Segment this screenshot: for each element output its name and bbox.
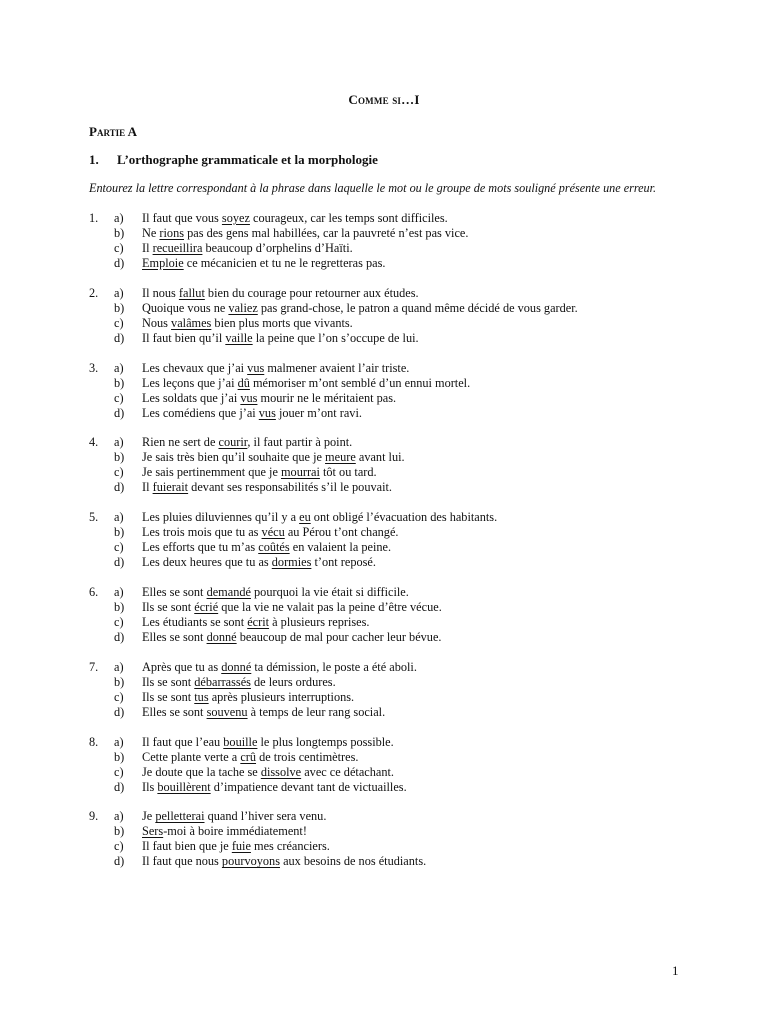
underlined-word: bouille [223, 734, 258, 749]
underlined-word: vaille [225, 330, 253, 345]
option-text [142, 391, 396, 406]
option-text-before: Je sais pertinemment que je [142, 465, 281, 480]
option-letter[interactable]: b) [114, 749, 125, 764]
option-text [142, 256, 385, 271]
option-text [142, 824, 307, 839]
option-text [142, 675, 336, 690]
underlined-word: pelletterai [155, 809, 205, 824]
option-text-after: bien plus morts que vivants. [211, 315, 353, 330]
underlined-word: dissolve [260, 764, 302, 779]
underlined-word: valâmes [171, 315, 212, 330]
question-number: 5. [89, 510, 99, 525]
option-text-before: Il [142, 480, 153, 495]
option-text-before: Quoique vous ne [142, 300, 229, 315]
question-3 [89, 361, 689, 421]
option-letter[interactable]: a) [114, 809, 124, 824]
option-text-before: Il faut que nous [142, 854, 222, 869]
option-text-before: Les deux heures que tu as [142, 555, 272, 570]
option-text-after: -moi à boire immédiatement! [163, 824, 307, 839]
option-text [142, 809, 326, 824]
option-text-after: mes créanciers. [250, 839, 330, 854]
option-text-before: Je doute que la tache se [142, 764, 261, 779]
option-text-after: au Pérou t’ont changé. [284, 525, 399, 540]
option-row [89, 854, 689, 869]
section-number: 1. [89, 152, 99, 167]
underlined-word: souvenu [206, 704, 248, 719]
underlined-word: recueillira [152, 241, 203, 255]
option-text-after: pourquoi la vie était si difficile. [250, 584, 409, 599]
option-letter[interactable]: d) [114, 256, 125, 270]
option-text [142, 765, 394, 780]
option-row [89, 391, 689, 406]
option-text [142, 540, 391, 555]
question-5 [89, 510, 689, 570]
underlined-word: Emploie [142, 256, 184, 270]
underlined-word: fallut [178, 285, 205, 300]
option-text-before: Je sais très bien qu’il souhaite que je [142, 450, 326, 465]
option-letter[interactable]: d) [114, 330, 125, 345]
option-text-before: Il faut bien qu’il [142, 330, 226, 345]
page-number: 1 [672, 963, 679, 978]
option-letter[interactable]: d) [114, 629, 125, 644]
option-text-before: Il faut que vous [142, 211, 222, 225]
question-8 [89, 735, 689, 795]
option-text-after: ta démission, le poste a été aboli. [251, 659, 417, 674]
option-text-before: Rien ne sert de [142, 435, 219, 450]
option-row [89, 765, 689, 780]
option-text [142, 406, 362, 421]
option-letter[interactable]: d) [114, 480, 125, 495]
option-text [142, 525, 398, 540]
part-title: Partie A [89, 124, 138, 139]
underlined-word: vus [247, 360, 265, 375]
option-row [89, 465, 689, 480]
underlined-word: fuierait [152, 480, 189, 495]
option-letter[interactable]: c) [114, 241, 124, 255]
option-text-after: pas des gens mal habillées, car la pauvreté n’est pas vice. [184, 226, 469, 240]
option-text-before: Les comédiens que j’ai [142, 405, 259, 420]
option-text-before: Les soldats que j’ai [142, 390, 241, 405]
option-text-after: mémoriser m’ont semblé d’un ennui mortel. [249, 375, 471, 390]
option-letter[interactable]: d) [114, 405, 125, 420]
underlined-word: vécu [261, 525, 285, 540]
underlined-word: courir [218, 435, 248, 450]
underlined-word: pourvoyons [221, 854, 280, 869]
option-letter[interactable]: c) [114, 390, 124, 405]
option-text [142, 735, 394, 750]
option-letter[interactable]: c) [114, 689, 124, 704]
option-letter[interactable]: d) [114, 854, 125, 869]
option-row [89, 435, 689, 450]
underlined-word: Sers [142, 824, 164, 839]
question-number: 7. [89, 659, 99, 674]
option-row [89, 735, 689, 750]
question-1 [89, 211, 689, 271]
option-text-before: Ils se sont [142, 674, 195, 689]
option-letter[interactable]: b) [114, 450, 125, 465]
underlined-word: coûtés [258, 540, 290, 555]
option-text-before: Les chevaux que j’ai [142, 360, 248, 375]
option-text-after: en valaient la peine. [289, 540, 392, 555]
option-letter[interactable]: a) [114, 510, 124, 525]
option-row [89, 361, 689, 376]
underlined-word: donné [206, 629, 237, 644]
option-letter[interactable]: a) [114, 360, 124, 375]
underlined-word: rions [159, 226, 185, 240]
question-4 [89, 435, 689, 495]
option-text-after: que la vie ne valait pas la peine d’être vécue. [218, 599, 442, 614]
option-letter[interactable]: b) [114, 375, 125, 390]
option-letter[interactable]: a) [114, 211, 124, 225]
option-row [89, 241, 689, 256]
option-text-after: t’ont reposé. [311, 555, 376, 570]
option-row [89, 510, 689, 525]
option-letter[interactable]: b) [114, 226, 125, 240]
option-text-after: ce mécanicien et tu ne le regretteras pas. [183, 256, 386, 270]
option-text [142, 435, 352, 450]
option-text [142, 615, 369, 630]
option-text [142, 241, 353, 256]
option-row [89, 286, 689, 301]
option-text-before: Je [142, 809, 156, 824]
option-row [89, 525, 689, 540]
option-text [142, 780, 407, 795]
option-row [89, 256, 689, 271]
option-text-before: Il faut bien que je [142, 839, 232, 854]
section-title: L’orthographe grammaticale et la morphologie [117, 152, 378, 167]
option-letter[interactable]: b) [114, 300, 125, 315]
underlined-word: écrit [247, 614, 270, 629]
option-text-after: tôt ou tard. [319, 465, 377, 480]
option-letter[interactable]: a) [114, 285, 124, 300]
question-9 [89, 809, 689, 869]
option-text-before: Ils [142, 779, 158, 794]
underlined-word: bouillèrent [157, 779, 211, 794]
option-row [89, 750, 689, 765]
option-text [142, 839, 330, 854]
option-text-before: Les efforts que tu m’as [142, 540, 259, 555]
option-row [89, 675, 689, 690]
option-text-before: Il [142, 241, 153, 255]
option-text-after: courageux, car les temps sont difficiles. [249, 211, 448, 225]
question-7 [89, 660, 689, 720]
option-text [142, 630, 441, 645]
option-text-before: Ne [142, 226, 160, 240]
underlined-word: valiez [228, 300, 258, 315]
underlined-word: vus [240, 390, 258, 405]
option-text-after: beaucoup d’orphelins d’Haïti. [202, 241, 353, 255]
underlined-word: dormies [271, 555, 312, 570]
option-row [89, 630, 689, 645]
option-text-after: après plusieurs interruptions. [208, 689, 355, 704]
option-text-after: à temps de leur rang social. [247, 704, 386, 719]
option-row [89, 480, 689, 495]
option-row [89, 660, 689, 675]
option-text [142, 286, 419, 301]
option-text [142, 450, 405, 465]
option-text-after: malmener avaient l’air triste. [264, 360, 410, 375]
option-text-before: Les leçons que j’ai [142, 375, 238, 390]
option-text-after: pas grand-chose, le patron a quand même décidé de vous garder. [257, 300, 578, 315]
option-row [89, 585, 689, 600]
option-text-after: à plusieurs reprises. [269, 614, 370, 629]
option-text-before: Cette plante verte a [142, 749, 241, 764]
option-row [89, 540, 689, 555]
underlined-word: dû [237, 375, 250, 390]
option-row [89, 211, 689, 226]
option-letter[interactable]: d) [114, 555, 125, 570]
option-letter[interactable]: b) [114, 674, 125, 689]
option-text [142, 600, 442, 615]
option-text-before: Il faut que l’eau [142, 734, 224, 749]
option-text-after: , il faut partir à point. [247, 435, 353, 450]
option-row [89, 376, 689, 391]
option-letter[interactable]: a) [114, 659, 124, 674]
option-text [142, 301, 578, 316]
question-6 [89, 585, 689, 645]
instructions: Entourez la lettre correspondant à la phrase dans laquelle le mot ou le groupe de mots souligné présente une erreur. [89, 181, 657, 195]
option-row [89, 226, 689, 241]
option-row [89, 450, 689, 465]
option-letter[interactable]: b) [114, 599, 125, 614]
question-number: 6. [89, 584, 99, 599]
option-row [89, 600, 689, 615]
option-text-after: avant lui. [355, 450, 405, 465]
option-text [142, 361, 409, 376]
option-text-after: le plus longtemps possible. [257, 734, 394, 749]
question-number: 3. [89, 360, 99, 375]
question-2 [89, 286, 689, 346]
option-text [142, 510, 497, 525]
option-text-before: Après que tu as [142, 659, 222, 674]
question-number: 1. [89, 211, 99, 225]
option-text-after: de trois centimètres. [256, 749, 359, 764]
option-text [142, 316, 353, 331]
option-letter[interactable]: c) [114, 315, 124, 330]
option-row [89, 406, 689, 421]
underlined-word: crû [240, 749, 257, 764]
option-text [142, 660, 417, 675]
option-letter[interactable]: c) [114, 540, 124, 555]
option-letter[interactable]: b) [114, 824, 125, 839]
option-row [89, 555, 689, 570]
option-text-before: Les trois mois que tu as [142, 525, 262, 540]
option-row [89, 301, 689, 316]
underlined-word: meure [325, 450, 356, 465]
question-number: 8. [89, 734, 99, 749]
option-text [142, 331, 419, 346]
underlined-word: débarrassés [194, 674, 251, 689]
option-text [142, 465, 377, 480]
option-letter[interactable]: c) [114, 614, 124, 629]
option-letter[interactable]: a) [114, 435, 124, 450]
option-text-after: de leurs ordures. [250, 674, 336, 689]
question-number: 2. [89, 285, 99, 300]
section-heading [89, 152, 378, 168]
option-row [89, 780, 689, 795]
option-text-after: beaucoup de mal pour cacher leur bévue. [236, 629, 442, 644]
option-text-before: Les étudiants se sont [142, 614, 248, 629]
option-text-after: bien du courage pour retourner aux études. [204, 285, 419, 300]
option-text-before: Ils se sont [142, 599, 195, 614]
underlined-word: demandé [206, 584, 251, 599]
option-text [142, 226, 468, 241]
underlined-word: mourrai [280, 465, 320, 480]
option-letter[interactable]: c) [114, 465, 124, 480]
question-number: 9. [89, 809, 99, 824]
option-row [89, 331, 689, 346]
option-text-after: jouer m’ont ravi. [275, 405, 362, 420]
underlined-word: eu [299, 510, 311, 525]
option-text [142, 211, 448, 226]
option-text-before: Nous [142, 315, 172, 330]
option-row [89, 809, 689, 824]
option-text-before: Ils se sont [142, 689, 195, 704]
option-text-after: aux besoins de nos étudiants. [280, 854, 427, 869]
option-letter[interactable]: a) [114, 584, 124, 599]
underlined-word: soyez [221, 211, 250, 225]
option-text [142, 705, 385, 720]
option-text-before: Elles se sont [142, 704, 207, 719]
option-text-after: mourir ne le méritaient pas. [257, 390, 397, 405]
option-text [142, 690, 354, 705]
underlined-word: fuie [231, 839, 251, 854]
option-text [142, 854, 426, 869]
underlined-word: donné [221, 659, 252, 674]
option-text [142, 750, 358, 765]
option-text-after: la peine que l’on s’occupe de lui. [252, 330, 419, 345]
option-row [89, 705, 689, 720]
question-number: 4. [89, 435, 99, 450]
question-list [89, 211, 689, 884]
option-text-after: ont obligé l’évacuation des habitants. [310, 510, 498, 525]
option-text [142, 585, 409, 600]
option-text [142, 376, 470, 391]
option-text-before: Elles se sont [142, 629, 207, 644]
underlined-word: écrié [194, 599, 219, 614]
option-letter[interactable]: c) [114, 764, 124, 779]
option-text-before: Les pluies diluviennes qu’il y a [142, 510, 300, 525]
option-letter[interactable]: c) [114, 839, 124, 854]
option-text-before: Il nous [142, 285, 179, 300]
option-row [89, 824, 689, 839]
option-row [89, 839, 689, 854]
underlined-word: tus [194, 689, 209, 704]
option-letter[interactable]: b) [114, 525, 125, 540]
option-text-before: Elles se sont [142, 584, 207, 599]
option-letter[interactable]: a) [114, 734, 124, 749]
option-text [142, 480, 392, 495]
option-text-after: quand l’hiver sera venu. [204, 809, 327, 824]
option-letter[interactable]: d) [114, 704, 125, 719]
underlined-word: vus [258, 405, 276, 420]
option-text-after: devant ses responsabilités s’il le pouvait. [188, 480, 392, 495]
option-text [142, 555, 376, 570]
option-text-after: avec ce détachant. [301, 764, 394, 779]
option-row [89, 615, 689, 630]
option-row [89, 690, 689, 705]
option-letter[interactable]: d) [114, 779, 125, 794]
document-title: Comme si…I [348, 92, 420, 107]
option-text-after: d’impatience devant tant de victuailles. [210, 779, 407, 794]
option-row [89, 316, 689, 331]
